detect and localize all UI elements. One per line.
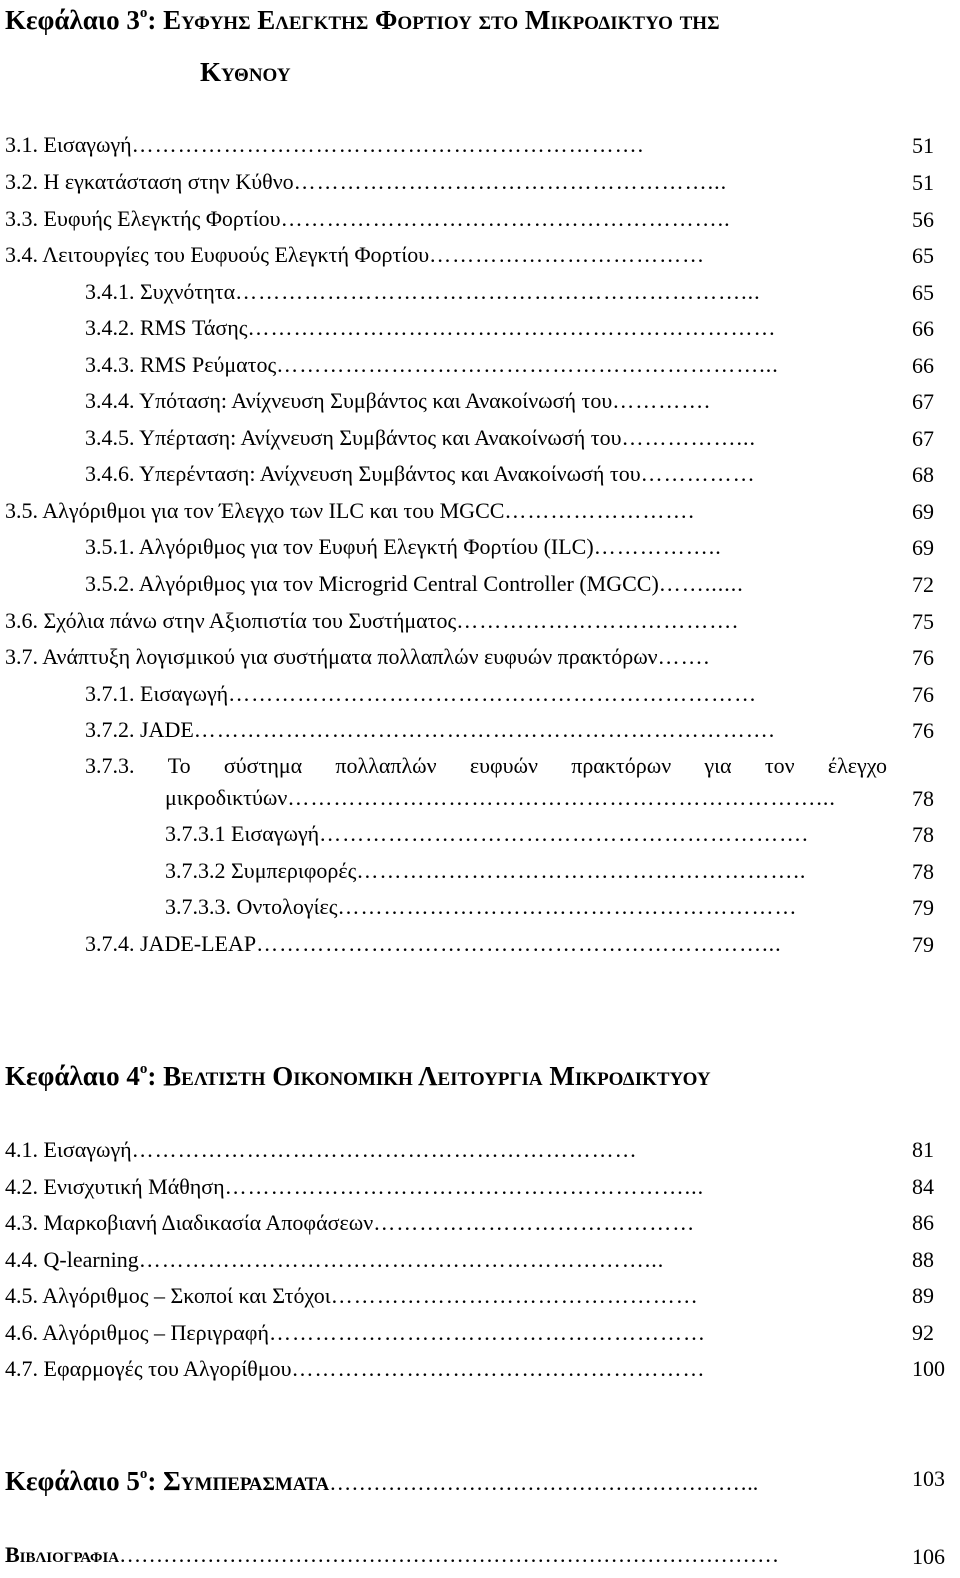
toc-entry[interactable] <box>85 931 885 957</box>
toc-entry-title: μικροδικτύων <box>165 785 288 810</box>
toc-entry-leader-dots: …………………………………………………………... <box>138 1247 665 1272</box>
toc-entry-page-number: 69 <box>912 535 934 560</box>
toc-entry[interactable] <box>165 894 885 920</box>
toc-entry-title: 3.4.6. Υπερένταση: Ανίχνευση Συμβάντος και Ανακοίνωσή του <box>85 461 641 486</box>
justified-word: πρακτόρων <box>571 753 672 778</box>
toc-entry-page-number: 81 <box>912 1137 934 1162</box>
toc-entry-page-number: 92 <box>912 1320 934 1345</box>
toc-entry-title: 3.7.3.2 Συμπεριφορές <box>165 858 357 883</box>
chapter5-dots: ………………………………………………….. <box>329 1470 759 1495</box>
toc-entry[interactable] <box>5 1210 885 1236</box>
bibliography-heading[interactable] <box>5 1541 895 1569</box>
toc-entry-3-7-3-line1[interactable] <box>85 753 887 779</box>
toc-entry-page-number: 56 <box>912 207 934 232</box>
toc-entry-title: 3.4.5. Υπέρταση: Ανίχνευση Συμβάντος και Ανακοίνωσή του <box>85 425 622 450</box>
bibliography-page-number: 106 <box>912 1544 945 1569</box>
bibliography-dots: ……………………………………………………………………………… <box>119 1542 780 1567</box>
toc-entry[interactable] <box>85 571 885 597</box>
toc-entry-leader-dots: …………. <box>612 388 711 413</box>
chapter4-title: : Βελτιστη Οικονομικη Λειτουργια Μικροδικτυου <box>147 1061 711 1091</box>
toc-entry[interactable] <box>165 785 887 811</box>
toc-entry[interactable] <box>165 858 885 884</box>
toc-entry-title: 3.4. Λειτουργίες του Ευφυούς Ελεγκτή Φορτίου <box>5 242 430 267</box>
toc-entry-page-number: 66 <box>912 316 934 341</box>
toc-entry-leader-dots: …………………………………………………………... <box>235 279 761 304</box>
chapter5-heading[interactable] <box>5 1465 885 1499</box>
toc-entry-title: 3.7.3.3. Οντολογίες <box>165 894 338 919</box>
chapter3-title: : Ευφυης Ελεγκτης Φορτιου στο Μικροδικτυο της <box>147 5 720 35</box>
toc-entry-leader-dots: ……………………………………………………………... <box>287 785 836 810</box>
toc-entry-leader-dots: ……………………………………………… <box>291 1356 706 1381</box>
toc-entry-leader-dots: …………………………………………………………... <box>256 931 782 956</box>
toc-entry[interactable] <box>5 132 885 158</box>
toc-entry-page-number: 88 <box>912 1247 934 1272</box>
toc-entry-title: 3.4.1. Συχνότητα <box>85 279 236 304</box>
toc-entry-title: 3.7.2. JADE <box>85 717 194 742</box>
toc-entry-page-number: 78 <box>912 822 934 847</box>
toc-entry-title: 3.2. Η εγκατάσταση στην Κύθνο <box>5 169 294 194</box>
toc-entry-title: 4.3. Μαρκοβιανή Διαδικασία Αποφάσεων <box>5 1210 374 1235</box>
toc-entry-leader-dots: ……………………. <box>504 498 695 523</box>
toc-entry[interactable] <box>85 461 885 487</box>
toc-entry-leader-dots: ……. <box>657 644 711 669</box>
toc-entry-title: 4.4. Q-learning <box>5 1247 139 1272</box>
toc-entry-leader-dots: …………………………………………………………… <box>228 681 758 706</box>
toc-entry-leader-dots: ………………………………………………….. <box>356 858 807 883</box>
toc-entry-page-number: 69 <box>912 499 934 524</box>
chapter4-heading <box>5 1060 711 1092</box>
justified-word: 3.7.3. <box>85 753 135 778</box>
toc-entry-page-number: 51 <box>912 133 934 158</box>
toc-entry[interactable] <box>165 821 885 847</box>
toc-entry[interactable] <box>5 242 865 268</box>
toc-entry-page-number: 65 <box>912 243 934 268</box>
toc-entry-title: 3.4.2. RMS Τάσης <box>85 315 248 340</box>
toc-entry-page-number: 79 <box>912 932 934 957</box>
toc-entry[interactable] <box>5 644 885 670</box>
toc-entry-leader-dots: ……...... <box>658 571 744 596</box>
toc-entry-page-number: 86 <box>912 1210 934 1235</box>
toc-entry-page-number: 76 <box>912 645 934 670</box>
justified-word: Το <box>167 753 191 778</box>
toc-entry-page-number: 72 <box>912 572 934 597</box>
chapter3-prefix: Κεφάλαιο 3 <box>5 5 140 35</box>
chapter3-title-cont: Κυθνου <box>200 57 291 87</box>
chapter5-prefix: Κεφάλαιο 5 <box>5 1466 140 1496</box>
toc-entry[interactable] <box>5 608 885 634</box>
toc-entry[interactable] <box>5 206 885 232</box>
toc-entry-page-number: 66 <box>912 353 934 378</box>
toc-entry[interactable] <box>85 388 885 414</box>
toc-entry[interactable] <box>85 315 885 341</box>
toc-entry-title: 3.1. Εισαγωγή <box>5 132 132 157</box>
chapter5-title: : Συμπερασματα <box>147 1466 330 1496</box>
toc-entry-title: 4.5. Αλγόριθμος – Σκοποί και Στόχοι <box>5 1283 331 1308</box>
toc-entry-title: 4.7. Εφαρμογές του Αλγορίθμου <box>5 1356 292 1381</box>
justified-word: τον <box>764 753 795 778</box>
toc-entry[interactable] <box>85 681 885 707</box>
chapter5-sup: ο <box>139 1466 148 1482</box>
toc-entry-page-number: 76 <box>912 682 934 707</box>
toc-entry-leader-dots: …………………………………………………… <box>337 894 798 919</box>
toc-entry-leader-dots: ………………………………………… <box>330 1283 699 1308</box>
toc-entry-page-number: 76 <box>912 718 934 743</box>
justified-word: σύστημα <box>223 753 303 778</box>
toc-entry-page-number: 67 <box>912 426 934 451</box>
toc-entry-title: 3.5. Αλγόριθμοι για τον Έλεγχο των ILC και του MGCC <box>5 498 505 523</box>
toc-entry-title: 4.1. Εισαγωγή <box>5 1137 132 1162</box>
toc-entry[interactable] <box>5 1247 885 1273</box>
justified-word: ευφυών <box>469 753 538 778</box>
toc-entry-title: 4.2. Ενισχυτική Μάθηση <box>5 1174 225 1199</box>
chapter5-page-number: 103 <box>912 1466 945 1491</box>
toc-entry-leader-dots: ………………………………………………………... <box>276 352 779 377</box>
toc-entry-leader-dots: ………………………………………………………… <box>131 1137 638 1162</box>
justified-word: έλεγχο <box>827 753 887 778</box>
toc-entry[interactable] <box>5 498 885 524</box>
toc-entry-title: 3.4.4. Υπόταση: Ανίχνευση Συμβάντος και Ανακοίνωσή του <box>85 388 613 413</box>
toc-entry-title: 3.4.3. RMS Ρεύματος <box>85 352 277 377</box>
toc-entry-leader-dots: ……………... <box>621 425 756 450</box>
toc-entry-page-number: 100 <box>912 1356 945 1381</box>
toc-entry[interactable] <box>85 717 885 743</box>
chapter4-sup: ο <box>139 1061 148 1077</box>
bibliography-title: Βιβλιογραφια <box>5 1542 120 1567</box>
toc-entry-page-number: 67 <box>912 389 934 414</box>
toc-entry-title: 3.5.2. Αλγόριθμος για τον Microgrid Central Controller (MGCC) <box>85 571 659 596</box>
toc-entry[interactable] <box>5 1174 885 1200</box>
toc-entry-title: 3.7.3.1 Εισαγωγή <box>165 821 320 846</box>
toc-entry[interactable] <box>5 1137 885 1163</box>
toc-entry-title: 3.6. Σχόλια πάνω στην Αξιοπιστία του Συστήματος <box>5 608 457 633</box>
toc-entry-leader-dots: ………………………………………………….. <box>280 206 731 231</box>
toc-entry-leader-dots: ………………………………………………... <box>293 169 728 194</box>
chapter3-sup: ο <box>139 5 148 21</box>
toc-entry[interactable] <box>5 1320 885 1346</box>
toc-entry[interactable] <box>85 352 885 378</box>
chapter4-prefix: Κεφάλαιο 4 <box>5 1061 140 1091</box>
justified-word: για <box>704 753 732 778</box>
toc-entry-title: 4.6. Αλγόριθμος – Περιγραφή <box>5 1320 269 1345</box>
toc-entry-page-number: 51 <box>912 170 934 195</box>
toc-entry-leader-dots: ……………………………… <box>429 242 706 267</box>
toc-entry-title: 3.3. Ευφυής Ελεγκτής Φορτίου <box>5 206 281 231</box>
toc-entry-leader-dots: …………………………………………………………………. <box>193 717 776 742</box>
toc-entry-title: 3.7. Ανάπτυξη λογισμικού για συστήματα πολλαπλών ευφυών πρακτόρων <box>5 644 658 669</box>
toc-entry-leader-dots: ……………………………………………………... <box>224 1174 705 1199</box>
toc-entry-leader-dots: ………………………………………………… <box>268 1320 706 1345</box>
justified-word: πολλαπλών <box>335 753 437 778</box>
toc-entry-page-number: 68 <box>912 462 934 487</box>
toc-entry-leader-dots: …………… <box>640 461 756 486</box>
toc-entry-page-number: 78 <box>912 859 934 884</box>
toc-entry[interactable] <box>85 279 885 305</box>
toc-entry-leader-dots: …………….. <box>593 534 722 559</box>
toc-entry-page-number: 79 <box>912 895 934 920</box>
toc-entry-page-number: 75 <box>912 609 934 634</box>
toc-entry-page-number: 78 <box>912 786 934 811</box>
toc-entry-leader-dots: …………………………………… <box>373 1210 696 1235</box>
toc-entry[interactable] <box>5 169 885 195</box>
toc-entry-page-number: 84 <box>912 1174 934 1199</box>
toc-entry-title: 3.5.1. Αλγόριθμος για τον Ευφυή Ελεγκτή Φορτίου (ILC) <box>85 534 594 559</box>
toc-entry-leader-dots: ………………………………. <box>456 608 739 633</box>
toc-entry-leader-dots: ………………………………………………………. <box>319 821 809 846</box>
toc-entry-page-number: 89 <box>912 1283 934 1308</box>
toc-entry-page-number: 65 <box>912 280 934 305</box>
chapter3-heading <box>5 4 720 36</box>
toc-entry[interactable] <box>5 1356 885 1382</box>
toc-entry-leader-dots: …………………………………………………………. <box>131 132 645 157</box>
toc-entry[interactable] <box>85 425 885 451</box>
toc-entry-title: 3.7.1. Εισαγωγή <box>85 681 229 706</box>
toc-entry[interactable] <box>85 534 885 560</box>
toc-entry-title: 3.7.4. JADE-LEAP <box>85 931 257 956</box>
toc-entry[interactable] <box>5 1283 885 1309</box>
toc-entry-leader-dots: …………………………………………………………… <box>247 315 777 340</box>
